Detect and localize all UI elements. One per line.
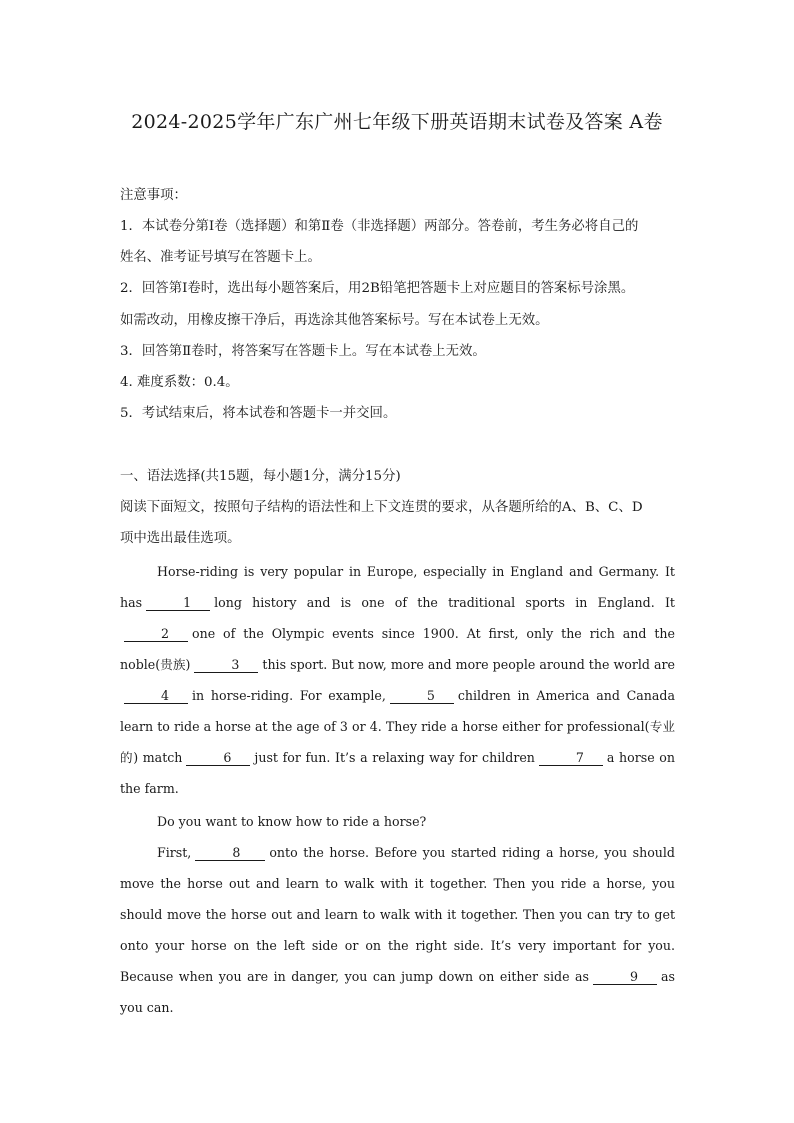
- blank-2[interactable]: 2: [124, 626, 188, 642]
- blank-4[interactable]: 4: [124, 688, 188, 704]
- blank-5[interactable]: 5: [390, 688, 454, 704]
- section-instruction-1: 阅读下面短文，按照句子结构的语法性和上下文连贯的要求，从各题所给的A、B、C、D: [120, 500, 643, 515]
- passage-paragraph-1: [120, 556, 675, 804]
- passage-paragraph-2: Do you want to know how to ride a horse?: [157, 814, 427, 829]
- passage-text: just for fun. It’s a relaxing way for children: [254, 750, 535, 765]
- passage-text: First,: [157, 845, 192, 860]
- passage-text: Horse-riding is very popular in Europe, especially in England and Germany. It has: [120, 564, 675, 610]
- passage-text: this sport. But now, more and more people around the world are: [262, 657, 675, 672]
- passage-text: one of the Olympic events since 1900. At first, only the rich and the noble(贵族): [120, 626, 675, 672]
- notes-heading: 注意事项：: [120, 188, 187, 203]
- blank-9[interactable]: 9: [593, 969, 657, 985]
- blank-7[interactable]: 7: [539, 750, 603, 766]
- passage-text: a horse on the farm.: [120, 750, 675, 796]
- note-item-4: 4. 难度系数：0.4。: [120, 375, 239, 390]
- passage-text: as you can.: [120, 969, 675, 1015]
- note-item-2: 2．回答第Ⅰ卷时，选出每小题答案后，用2B铅笔把答题卡上对应题目的答案标号涂黑。: [120, 281, 635, 296]
- section-instruction-2: 项中选出最佳选项。: [120, 531, 241, 546]
- blank-3[interactable]: 3: [194, 657, 258, 673]
- passage-paragraph-3: [120, 837, 675, 1023]
- blank-8[interactable]: 8: [195, 845, 265, 861]
- note-item-3: 3．回答第Ⅱ卷时，将答案写在答题卡上。写在本试卷上无效。: [120, 344, 486, 359]
- note-item-2-cont: 如需改动，用橡皮擦干净后，再选涂其他答案标号。写在本试卷上无效。: [120, 313, 549, 328]
- section-heading: 一、语法选择(共15题，每小题1分，满分15分): [120, 469, 401, 484]
- passage-text: onto the horse. Before you started riding a horse, you should move the horse out and learn to walk with it together. Then you ride a horse, you should move the horse out and learn to walk with it together. Then you can try to get onto your horse on the left side or on the right side. It’s very important for you. Because when you are in danger, you can jump down on either side as: [120, 845, 675, 984]
- exam-title: 2024-2025学年广东广州七年级下册英语期末试卷及答案 A卷: [131, 111, 663, 133]
- note-item-5: 5．考试结束后，将本试卷和答题卡一并交回。: [120, 406, 397, 421]
- passage-text: long history and is one of the traditional sports in England. It: [214, 595, 675, 610]
- blank-6[interactable]: 6: [186, 750, 250, 766]
- blank-1[interactable]: 1: [146, 595, 210, 611]
- passage-text: in horse-riding. For example,: [192, 688, 386, 703]
- note-item-1-cont: 姓名、准考证号填写在答题卡上。: [120, 250, 321, 265]
- passage-text: children in America and Canada learn to ride a horse at the age of 3 or 4. They ride a horse either for professional(专业的) match: [120, 688, 675, 765]
- note-item-1: 1．本试卷分第Ⅰ卷（选择题）和第Ⅱ卷（非选择题）两部分。答卷前，考生务必将自己的: [120, 219, 639, 234]
